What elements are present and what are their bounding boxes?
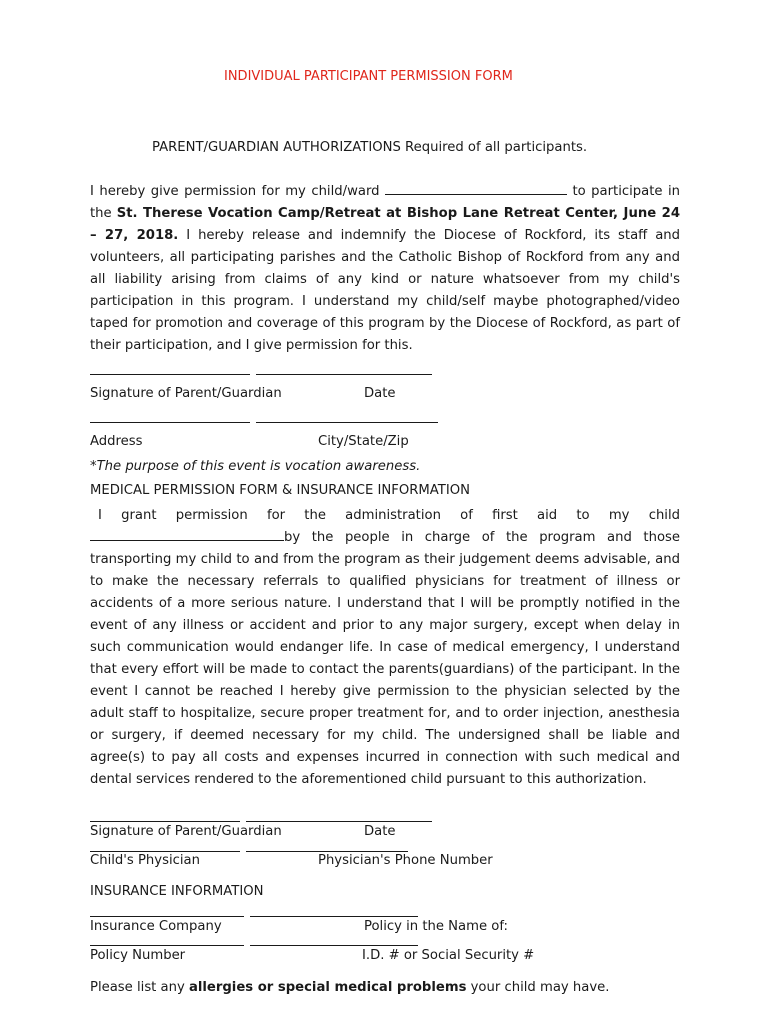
physician-label: Child's Physician — [90, 853, 200, 868]
physician-phone-line[interactable] — [246, 851, 408, 852]
date-label: Date — [364, 824, 396, 839]
policy-name-line[interactable] — [250, 916, 418, 917]
permission-text-2: to participate in the — [90, 184, 681, 221]
allergies-text-2: your child may have. — [466, 980, 610, 995]
id-ssn-line[interactable] — [250, 945, 418, 946]
policy-number-label: Policy Number — [90, 948, 186, 963]
allergies-text-1: Please list any — [90, 980, 189, 995]
signature-line[interactable] — [90, 821, 240, 822]
physician-phone-label: Physician's Phone Number — [318, 853, 493, 868]
city-state-zip-label: City/State/Zip — [318, 434, 409, 449]
insurance-company-label: Insurance Company — [90, 919, 222, 934]
permission-paragraph — [90, 181, 680, 357]
city-state-zip-line[interactable] — [256, 422, 438, 423]
purpose-note: *The purpose of this event is vocation awareness. — [90, 459, 421, 474]
policy-name-label: Policy in the Name of: — [364, 919, 508, 934]
policy-number-line[interactable] — [90, 945, 244, 946]
signature-label: Signature of Parent/Guardian — [90, 824, 282, 839]
address-line[interactable] — [90, 422, 250, 423]
permission-text-1: I hereby give permission for my child/ward — [90, 184, 385, 199]
medical-heading: MEDICAL PERMISSION FORM & INSURANCE INFORMATION — [90, 483, 470, 498]
signature-label: Signature of Parent/Guardian — [90, 386, 282, 401]
signature-line[interactable] — [90, 374, 250, 375]
child-ward-blank[interactable] — [385, 182, 567, 195]
date-line[interactable] — [246, 821, 432, 822]
allergies-prompt — [90, 980, 609, 996]
physician-line[interactable] — [90, 851, 240, 852]
insurance-heading: INSURANCE INFORMATION — [90, 884, 264, 899]
medical-text-2: by the people in charge of the program and those transporting my child to and from the program as their judgement deems advisable, and to make the necessary referrals to qualified physicians for treatment of illness or accidents of a more serious nature. I understand that I will be promptly notified in the event of any illness or accident and prior to any major surgery, except when delay in such communication would endanger life. In case of medical emergency, I understand that every effort will be made to contact the parents(guardians) of the participant. In the event I cannot be reached I hereby give permission to the physician selected by the adult staff to hospitalize, secure proper treatment for, and to order injection, anesthesia or surgery, if deemed necessary for my child. The undersigned shall be liable and agree(s) to pay all costs and expenses incurred in connection with such medical and dental services rendered to the aforementioned child pursuant to this authorization. — [90, 530, 680, 787]
address-label: Address — [90, 434, 143, 449]
medical-text-1: I grant permission for the administration of first aid to my child — [98, 508, 680, 523]
medical-paragraph — [90, 505, 680, 791]
id-ssn-label: I.D. # or Social Security # — [362, 948, 535, 963]
insurance-company-line[interactable] — [90, 916, 244, 917]
allergies-emphasis: allergies or special medical problems — [188, 980, 467, 995]
permission-text-3: I hereby release and indemnify the Diocese of Rockford, its staff and volunteers, all participating parishes and the Catholic Bishop of Rockford from any and all liability arising from claims of any kind or nature whatsoever from my child's participation in this program. I understand my child/self maybe photographed/video taped for promotion and coverage of this program by the Diocese of Rockford, as part of their participation, and I give permission for this. — [90, 228, 681, 353]
date-line[interactable] — [256, 374, 432, 375]
event-name: St. Therese Vocation Camp/Retreat at Bishop Lane Retreat Center, June 24 – 27, 2018. — [90, 206, 680, 243]
form-title: INDIVIDUAL PARTICIPANT PERMISSION FORM — [224, 69, 513, 84]
authorizations-heading: PARENT/GUARDIAN AUTHORIZATIONS Required of all participants. — [152, 140, 588, 155]
child-name-blank[interactable] — [90, 528, 284, 541]
date-label: Date — [364, 386, 396, 401]
